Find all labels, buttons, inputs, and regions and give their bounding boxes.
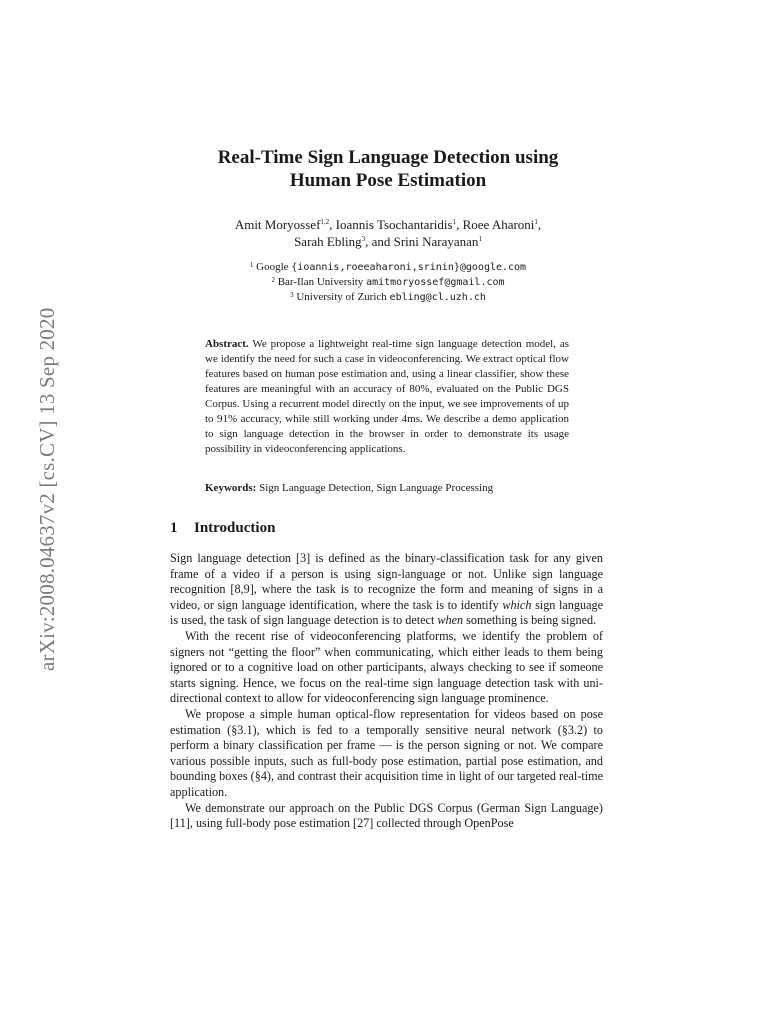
keywords-label: Keywords: xyxy=(205,482,257,494)
affiliation-zurich: $^3$ University of Zurich ebling@cl.uzh.ch xyxy=(290,291,486,303)
abstract-label: Abstract. xyxy=(205,338,249,350)
arxiv-identifier-stamp: arXiv:2008.04637v2 [cs.CV] 13 Sep 2020 xyxy=(35,307,59,671)
paragraph-2: With the recent rise of videoconferencing platforms, we identify the problem of signers not “getting the floor” when communicating, which either leads to them being ignored or to a cognitive load on other participants, always checking to see if someone starts signing. Hence, we focus on the real-time sign language detection task with uni-directional context to allow for videoconferencing sign language prominence. xyxy=(170,628,603,706)
keywords xyxy=(205,481,569,496)
section-title: Introduction xyxy=(194,520,276,536)
section-body xyxy=(170,551,603,832)
affiliation-bar-ilan: $^2$ Bar-Ilan University amitmoryossef@gmail.com xyxy=(271,276,505,288)
keywords-text: Sign Language Detection, Sign Language Processing xyxy=(259,482,494,494)
title-line-1: Real-Time Sign Language Detection using xyxy=(217,147,559,168)
section-number: 1 xyxy=(170,520,178,536)
authors-line-2: Sarah Ebling$^3$, and Srini Narayanan$^1$ xyxy=(294,234,482,249)
paragraph-3: We propose a simple human optical-flow representation for videos based on pose estimation (§3.1), which is fed to a temporally sensitive neural network (§3.2) to perform a binary classification per frame — is the person signing or not. We compare various possible inputs, such as full-body pose estimation, partial pose estimation, and bounding boxes (§4), and contrast their acquisition time in light of our targeted real-time application. xyxy=(170,706,603,799)
abstract xyxy=(205,337,569,457)
authors-line-1: Amit Moryossef$^{1,2}$, Ioannis Tsochantaridis$^1$, Roee Aharoni$^1$, xyxy=(234,217,542,232)
title-line-2: Human Pose Estimation xyxy=(289,170,487,191)
section-heading xyxy=(170,519,275,537)
author-list xyxy=(170,216,606,250)
paragraph-4: We demonstrate our approach on the Public DGS Corpus (German Sign Language) [11], using full-body pose estimation [27] collected through OpenPose xyxy=(170,800,603,831)
paper-title xyxy=(170,146,606,192)
abstract-text: We propose a lightweight real-time sign language detection model, as we identify the need for such a case in videoconferencing. We extract optical flow features based on human pose estimation and, using a linear classifier, show these features are meaningful with an accuracy of 80%, evaluated on the Public DGS Corpus. Using a recurrent model directly on the input, we see improvements of up to 91% accuracy, while still working under 4ms. We describe a demo application to sign language detection in the browser in order to demonstrate its usage possibility in videoconferencing applications. xyxy=(205,338,569,455)
paragraph-1: Sign language detection [3] is defined as the binary-classification task for any given frame of a video if a person is using sign-language or not. Unlike sign language recognition [8,9], where the task is to recognize the form and meaning of signs in a video, or sign language identification, where the task is to identify which sign language is used, the task of sign language detection is to detect when something is being signed. xyxy=(170,551,603,628)
affiliation-list xyxy=(170,260,606,305)
affiliation-google: $^1$ Google {ioannis,roeeaharoni,srinin}@google.com xyxy=(249,261,527,273)
